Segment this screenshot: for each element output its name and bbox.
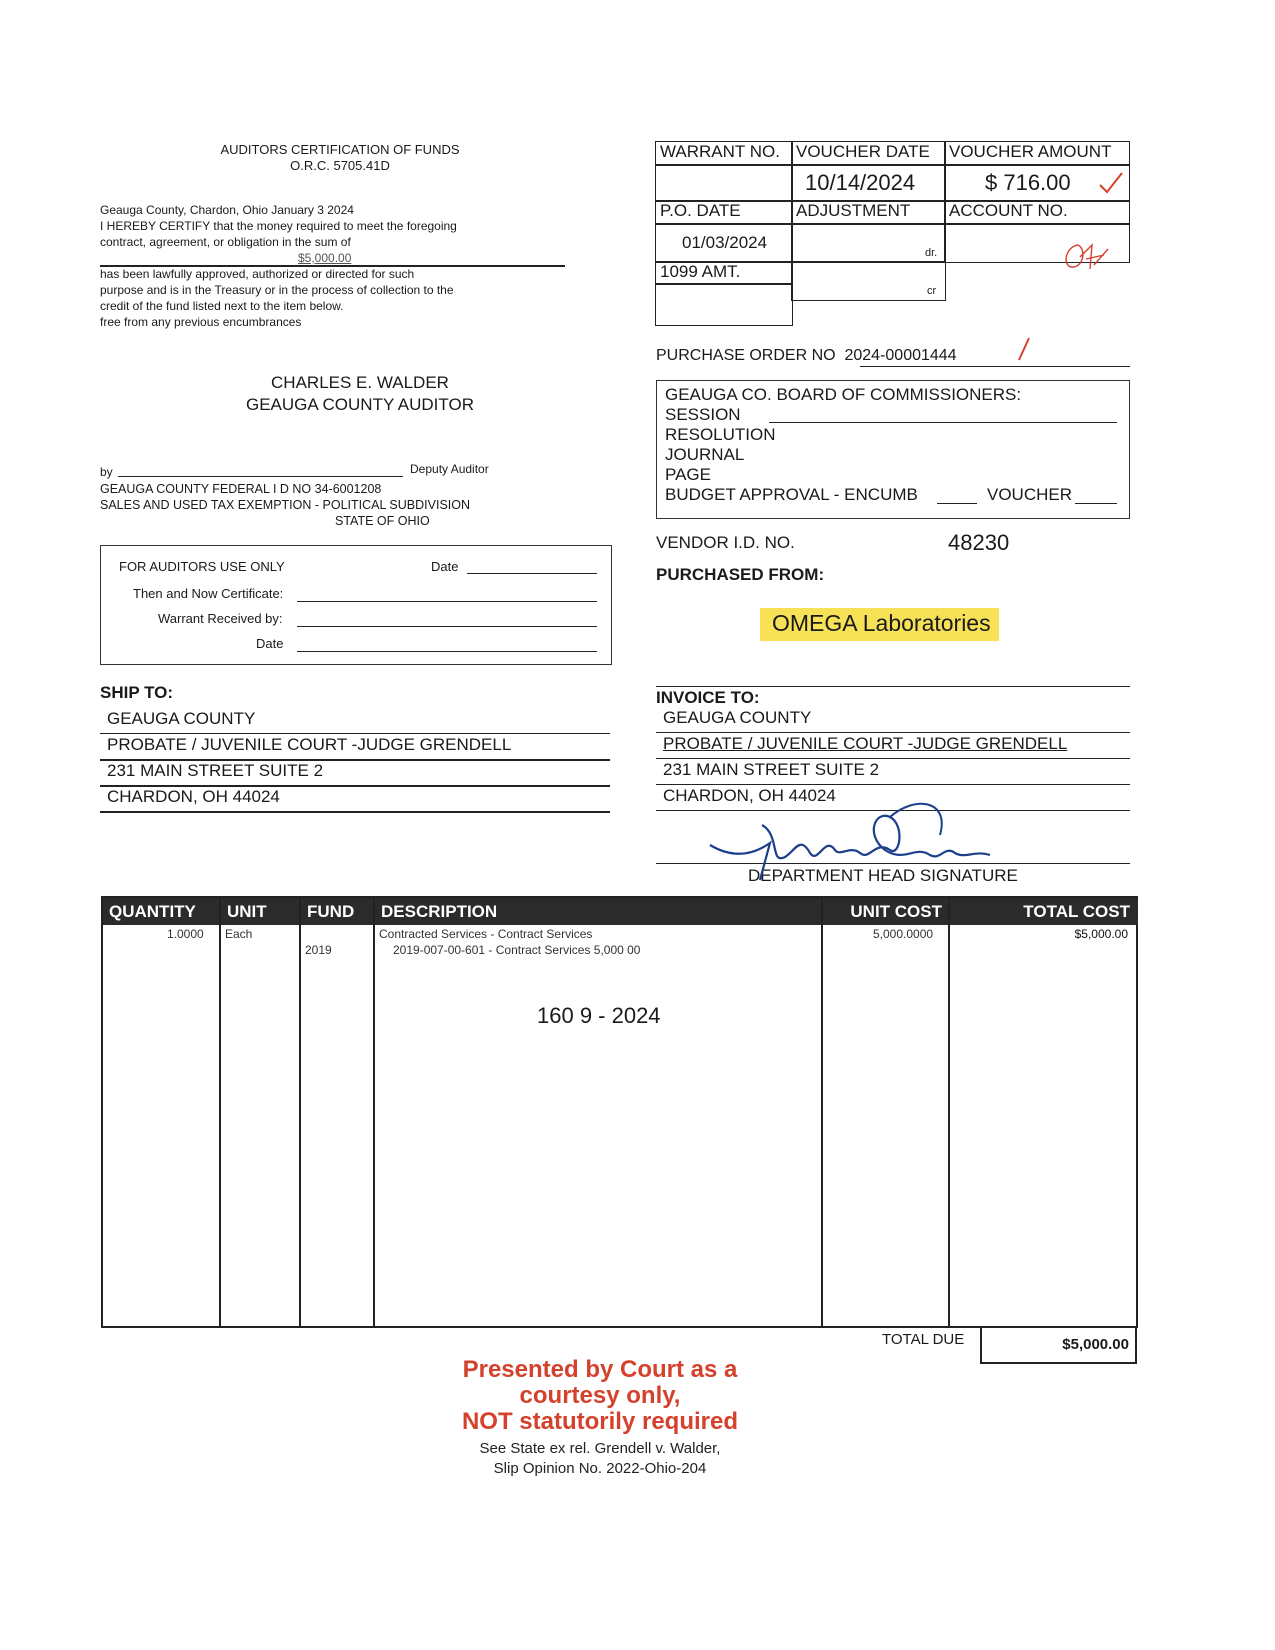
date-line <box>467 573 597 574</box>
col-divider <box>299 898 301 1326</box>
by-row <box>100 465 113 479</box>
cert-statute: O.R.C. 5705.41D <box>290 158 390 173</box>
citation <box>440 1439 760 1479</box>
ship-to-rule <box>100 733 610 734</box>
po-underline <box>860 366 1130 367</box>
vendor-name: OMEGA Laboratories <box>760 608 999 641</box>
cert-text: credit of the fund listed next to the item below. <box>100 299 344 313</box>
date2-label: Date <box>256 636 284 651</box>
line-items-table <box>101 896 1138 1328</box>
adjustment-cr-cell <box>791 261 946 301</box>
po-date-label: P.O. DATE <box>660 201 741 220</box>
auditors-use-heading: FOR AUDITORS USE ONLY <box>119 559 285 574</box>
federal-id-block <box>100 481 470 529</box>
cert-text: I HEREBY CERTIFY that the money required to meet the foregoing <box>100 219 457 233</box>
invoice-to-line-4: CHARDON, OH 44024 <box>663 786 836 805</box>
col-unit: UNIT <box>221 898 299 925</box>
ship-to-line-4: CHARDON, OH 44024 <box>107 787 280 806</box>
initials-mark <box>1060 239 1110 275</box>
col-total-cost: TOTAL COST <box>950 898 1138 925</box>
federal-id: GEAUGA COUNTY FEDERAL I D NO 34-6001208 <box>100 482 382 496</box>
row-description: Contracted Services - Contract Services <box>379 927 593 941</box>
citation-line-1: See State ex rel. Grendell v. Walder, <box>479 1440 721 1457</box>
by-label: by <box>100 465 113 479</box>
session-label: SESSION <box>665 405 741 424</box>
vendor-id-label: VENDOR I.D. NO. <box>656 533 795 552</box>
cert-sum: $5,000.00 <box>298 251 352 265</box>
stamp-line-1: Presented by Court as a <box>462 1356 738 1383</box>
ship-to-line-2: PROBATE / JUVENILE COURT -JUDGE GRENDELL <box>107 735 512 754</box>
row-total-cost: $5,000.00 <box>1074 927 1128 941</box>
deputy-auditor-label: Deputy Auditor <box>410 462 489 476</box>
warrant-received-line <box>297 626 597 627</box>
cert-title <box>195 142 485 174</box>
journal-label: JOURNAL <box>665 445 745 464</box>
page-label: PAGE <box>665 465 711 484</box>
cert-location-date: Geauga County, Chardon, Ohio January 3 2024 <box>100 203 354 217</box>
cert-text: purpose and is in the Treasury or in the process of collection to the <box>100 283 454 297</box>
auditor-name: CHARLES E. WALDER <box>271 373 449 392</box>
purchase-order-row <box>656 347 957 365</box>
courtesy-stamp <box>440 1357 760 1435</box>
voucher-label: VOUCHER <box>987 485 1073 504</box>
commissioners-box <box>656 380 1130 519</box>
invoice-to-line-2: PROBATE / JUVENILE COURT -JUDGE GRENDELL <box>663 734 1068 753</box>
encumb-line <box>937 503 977 504</box>
voucher-amount-label: VOUCHER AMOUNT <box>949 142 1112 161</box>
voucher-amount-value: $ 716.00 <box>985 170 1071 195</box>
warrant-grid <box>655 141 1130 331</box>
invoice-to-rule <box>656 758 1130 759</box>
warrant-no-label: WARRANT NO. <box>660 142 780 161</box>
invoice-to-line-1: GEAUGA COUNTY <box>663 708 812 727</box>
total-due-label: TOTAL DUE <box>882 1331 965 1348</box>
voucher-date-label: VOUCHER DATE <box>796 142 930 161</box>
by-signature-line <box>118 476 403 477</box>
col-divider <box>373 898 375 1326</box>
auditors-date-label: Date <box>431 559 459 574</box>
po-label: PURCHASE ORDER NO <box>656 347 836 364</box>
vendor-line <box>656 686 1130 687</box>
invoice-to-rule <box>656 732 1130 733</box>
auditors-use-box <box>100 545 612 665</box>
state: STATE OF OHIO <box>335 514 430 528</box>
invoice-to-line-3: 231 MAIN STREET SUITE 2 <box>663 760 880 779</box>
cert-text: contract, agreement, or obligation in the sum of <box>100 235 351 249</box>
vendor-id: 48230 <box>948 530 1010 555</box>
voucher-line <box>1075 503 1117 504</box>
then-now-label: Then and Now Certificate: <box>133 586 284 601</box>
row-unit-cost: 5,000.0000 <box>873 927 934 941</box>
col-fund: FUND <box>301 898 373 925</box>
ship-to-title: SHIP TO: <box>100 683 174 702</box>
tax-exemption: SALES AND USED TAX EXEMPTION - POLITICAL SUBDIVISION <box>100 498 471 512</box>
col-description: DESCRIPTION <box>375 898 821 925</box>
col-divider <box>821 898 823 1326</box>
tick-mark <box>1015 336 1033 362</box>
amt-1099-label: 1099 AMT. <box>660 262 741 281</box>
checkmark-icon <box>1098 171 1124 195</box>
department-head-signature-label: DEPARTMENT HEAD SIGNATURE <box>748 866 1018 885</box>
account-no-label: ACCOUNT NO. <box>949 201 1068 220</box>
row-account-line: 2019-007-00-601 - Contract Services 5,000 00 <box>393 943 641 957</box>
amt-1099-value-cell <box>655 283 793 326</box>
handwritten-note: 160 9 - 2024 <box>537 1003 661 1028</box>
stamp-line-2: courtesy only, <box>519 1382 681 1409</box>
cert-text: has been lawfully approved, authorized or directed for such <box>100 267 415 281</box>
adjustment-label: ADJUSTMENT <box>796 201 911 220</box>
col-divider <box>219 898 221 1326</box>
dr-label: dr. <box>925 247 938 259</box>
commissioners-title: GEAUGA CO. BOARD OF COMMISSIONERS: <box>665 385 1022 404</box>
col-quantity: QUANTITY <box>103 898 219 925</box>
ship-to-rule <box>100 811 610 813</box>
auditor-signature-block <box>200 372 520 416</box>
cert-text: free from any previous encumbrances <box>100 315 302 329</box>
session-line <box>769 422 1117 423</box>
purchased-from-label: PURCHASED FROM: <box>656 565 825 584</box>
citation-line-2: Slip Opinion No. 2022-Ohio-204 <box>493 1460 707 1477</box>
po-number: 2024-00001444 <box>844 347 957 364</box>
invoice-to-rule <box>656 784 1130 785</box>
invoice-to-title: INVOICE TO: <box>656 688 760 707</box>
ship-to-line-3: 231 MAIN STREET SUITE 2 <box>107 761 324 780</box>
po-date-value: 01/03/2024 <box>682 233 768 252</box>
handwritten-signature <box>700 795 1000 885</box>
row-fund: 2019 <box>305 943 332 957</box>
auditor-title: GEAUGA COUNTY AUDITOR <box>246 395 474 414</box>
voucher-date-value: 10/14/2024 <box>805 170 916 195</box>
sum-underline <box>100 265 565 267</box>
row-unit: Each <box>225 927 253 941</box>
total-due-value: $5,000.00 <box>980 1326 1137 1364</box>
resolution-label: RESOLUTION <box>665 425 776 444</box>
col-divider <box>948 898 950 1326</box>
adjustment-dr-cell <box>791 223 946 263</box>
table-header <box>103 898 1136 925</box>
cert-title-line: AUDITORS CERTIFICATION OF FUNDS <box>220 142 460 157</box>
ship-to-line-1: GEAUGA COUNTY <box>107 709 256 728</box>
warrant-no-value-cell <box>655 164 793 202</box>
cr-label: cr <box>927 285 937 297</box>
col-unit-cost: UNIT COST <box>823 898 948 925</box>
budget-approval-label: BUDGET APPROVAL - ENCUMB <box>665 485 918 504</box>
date2-line <box>297 651 597 652</box>
row-quantity: 1.0000 <box>167 927 204 941</box>
then-now-line <box>297 601 597 602</box>
warrant-received-label: Warrant Received by: <box>158 611 283 626</box>
stamp-line-3: NOT statutorily required <box>461 1408 739 1435</box>
